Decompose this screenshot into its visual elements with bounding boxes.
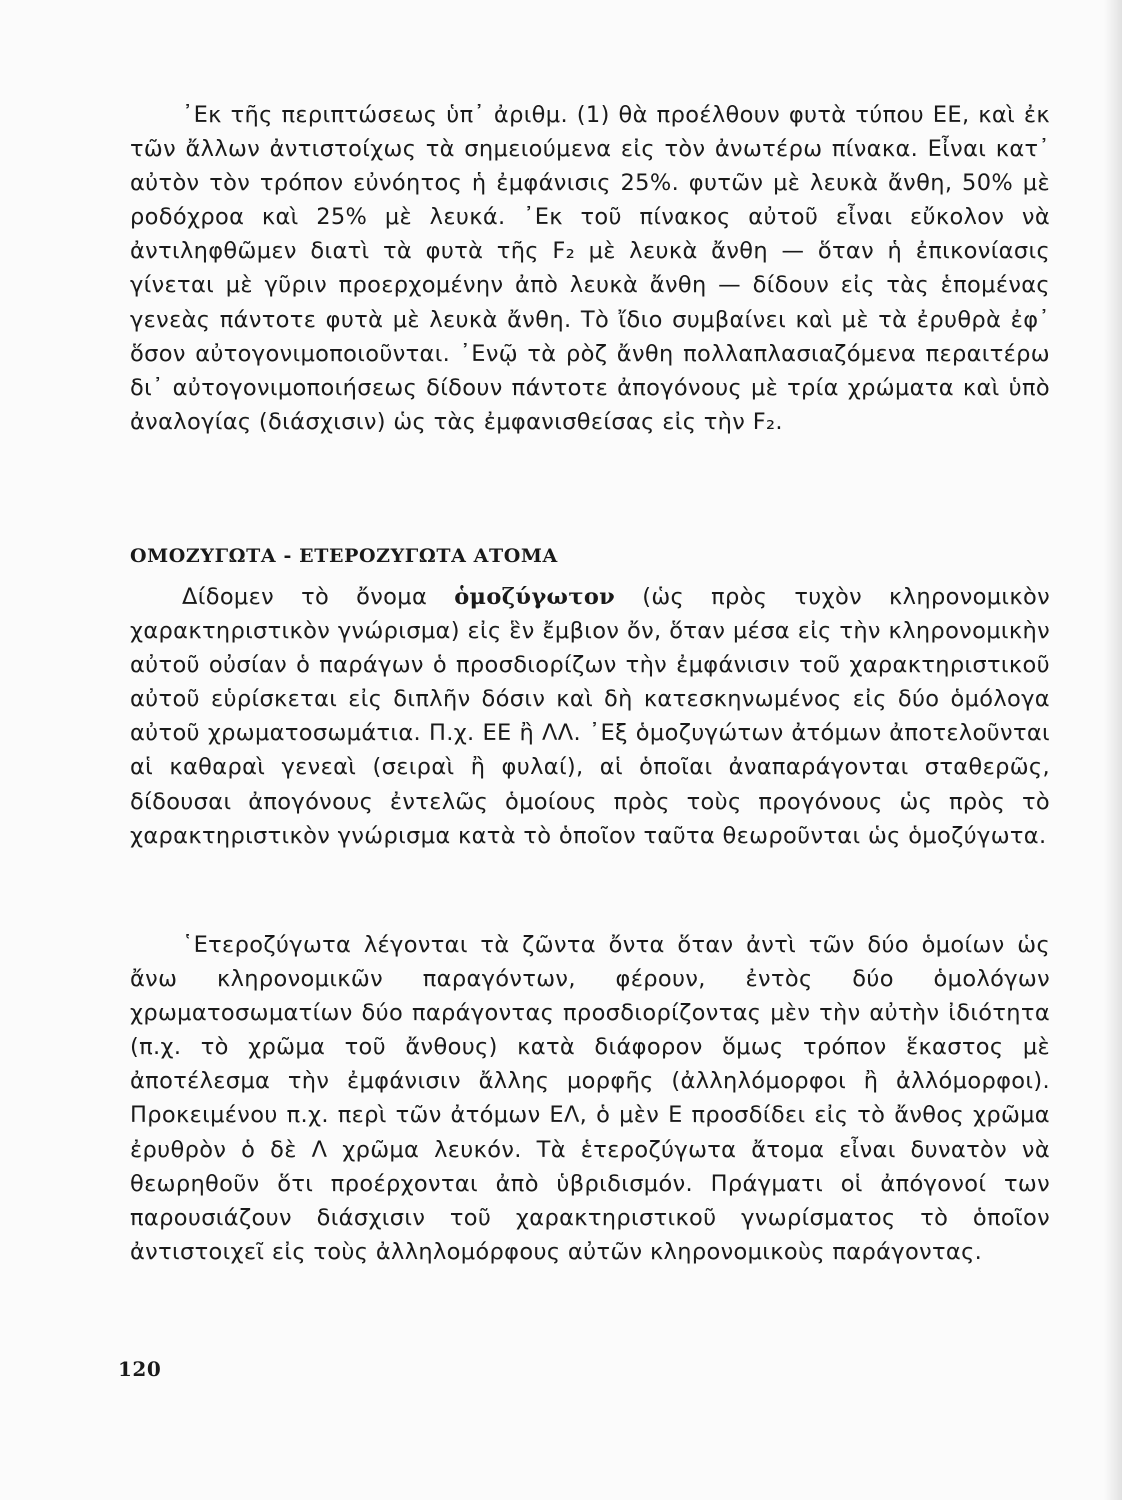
paragraph-2-rest: (ὡς πρὸς τυχὸν κληρονομικὸν χαρακτηριστικὸν γνώρισμα) εἰς ἓν ἔμβιον ὄν, ὅταν μέσα εἰς τὴν κληρονομικὴν αὐτοῦ οὐσίαν ὁ παράγων ὁ προσδιορίζων τὴν ἐμφάνισιν τοῦ χαρακτηριστικοῦ αὐτοῦ εὑρίσκεται εἰς διπλῆν δόσιν καὶ δὴ κατεσκηνωμένος εἰς δύο ὁμόλογα αὐτοῦ χρωματοσωμάτια. Π.χ. ΕΕ ἢ ΛΛ. ᾿Εξ ὁμοζυγώτων ἀτόμων ἀποτελοῦνται αἱ καθαραὶ γενεαὶ (σειραὶ ἢ φυλαί), αἱ ὁποῖαι ἀναπαράγονται σταθερῶς, δίδουσαι ἀπογόνους ἐντελῶς ὁμοίους πρὸς τοὺς προγόνους ὡς πρὸς τὸ χαρακτηριστικὸν γνώρισμα κατὰ τὸ ὁποῖον ταῦτα θεωροῦνται ὡς ὁμοζύγωτα. bbox=[130, 584, 1050, 849]
text-block-3 bbox=[130, 928, 1050, 1269]
paragraph-2 bbox=[130, 580, 1050, 853]
paragraph-1: ᾿Εκ τῆς περιπτώσεως ὑπ᾿ ἀριθμ. (1) θὰ προέλθουν φυτὰ τύπου ΕΕ, καὶ ἐκ τῶν ἄλλων ἀντιστοίχως τὰ σημειούμενα εἰς τὸν ἀνωτέρω πίνακα. Εἶναι κατ᾿ αὐτὸν τὸν τρόπον εὐνόητος ἡ ἐμφάνισις 25%. φυτῶν μὲ λευκὰ ἄνθη, 50% μὲ ροδόχροα καὶ 25% μὲ λευκά. ᾿Εκ τοῦ πίνακος αὐτοῦ εἶναι εὔκολον νὰ ἀντιληφθῶμεν διατὶ τὰ φυτὰ τῆς F₂ μὲ λευκὰ ἄνθη — ὅταν ἡ ἐπικονίασις γίνεται μὲ γῦριν προερχομένην ἀπὸ λευκὰ ἄνθη — δίδουν εἰς τὰς ἑπομένας γενεὰς πάντοτε φυτὰ μὲ λευκὰ ἄνθη. Τὸ ἴδιο συμβαίνει καὶ μὲ τὰ ἐρυθρὰ ἐφ᾿ ὅσον αὐτογονιμοποιοῦνται. ᾿Ενῷ τὰ ρὸζ ἄνθη πολλαπλασιαζόμενα περαιτέρω δι᾿ αὐτογονιμοποιήσεως δίδουν πάντοτε ἀπογόνους μὲ τρία χρώματα καὶ ὑπὸ ἀναλογίας (διάσχισιν) ὡς τὰς ἐμφανισθείσας εἰς τὴν F₂. bbox=[130, 102, 1050, 435]
page-edge-shadow bbox=[1104, 0, 1122, 1500]
page-number: 120 bbox=[118, 1357, 162, 1381]
text-block-2 bbox=[130, 580, 1050, 853]
paragraph-3: ῾Ετεροζύγωτα λέγονται τὰ ζῶντα ὄντα ὅταν ἀντὶ τῶν δύο ὁμοίων ὡς ἄνω κληρονομικῶν παραγόντων, φέρουν, ἐντὸς δύο ὁμολόγων χρωματοσωματίων δύο παράγοντας προσδιορίζοντας μὲν τὴν αὐτὴν ἰδιότητα (π.χ. τὸ χρῶμα τοῦ ἄνθους) κατὰ διάφορον ὅμως τρόπον ἕκαστος μὲ ἀποτέλεσμα τὴν ἐμφάνισιν ἄλλης μορφῆς (ἀλληλόμορφοι ἢ ἀλλόμορφοι). Προκειμένου π.χ. περὶ τῶν ἀτόμων ΕΛ, ὁ μὲν Ε προσδίδει εἰς τὸ ἄνθος χρῶμα ἐρυθρὸν ὁ δὲ Λ χρῶμα λευκόν. Τὰ ἑτεροζύγωτα ἄτομα εἶναι δυνατὸν νὰ θεωρηθοῦν ὅτι προέρχονται ἀπὸ ὑβριδισμόν. Πράγματι οἱ ἀπόγονοί των παρουσιάζουν διάσχισιν τοῦ χαρακτηριστικοῦ γνωρίσματος τὸ ὁποῖον ἀντιστοιχεῖ εἰς τοὺς ἀλληλομόρφους αὐτῶν κληρονομικοὺς παράγοντας. bbox=[130, 932, 1050, 1265]
paragraph-2-start: Δίδομεν τὸ ὄνομα bbox=[182, 584, 455, 610]
text-block-1 bbox=[130, 98, 1050, 439]
section-heading: ΟΜΟΖΥΓΩΤΑ - ΕΤΕΡΟΖΥΓΩΤΑ ΑΤΟΜΑ bbox=[130, 545, 558, 567]
bold-term-homozygous: ὁμοζύγωτον bbox=[454, 584, 616, 610]
